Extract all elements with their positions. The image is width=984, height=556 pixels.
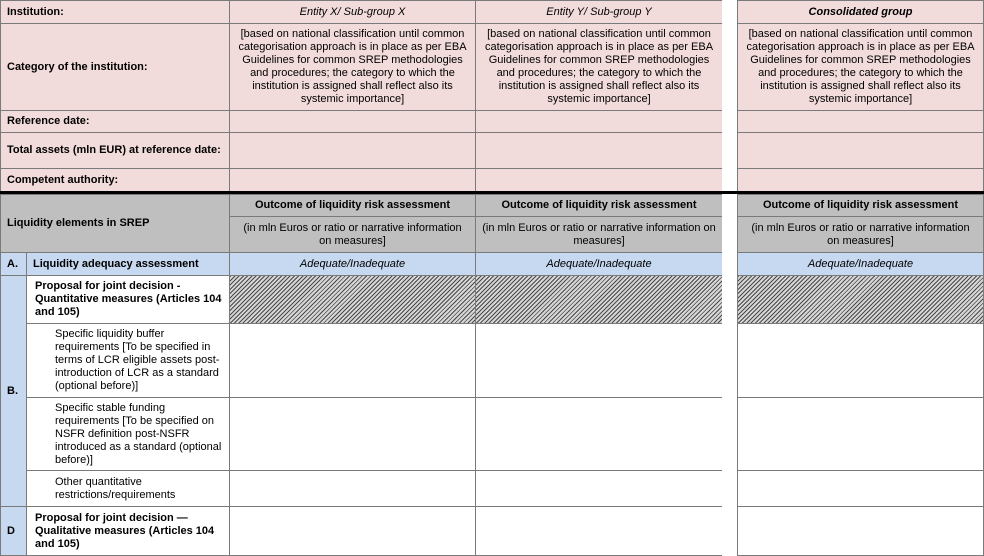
- section-b-letter: B.: [0, 275, 27, 507]
- total-assets-entity-x: [229, 132, 476, 169]
- buffer-requirements-entity-y: [475, 323, 723, 398]
- section-b-proposal-entity-x: [229, 275, 476, 324]
- section-a-label: Liquidity adequacy assessment: [26, 252, 230, 276]
- total-assets-consolidated: [737, 132, 984, 169]
- section-b-proposal-consolidated: [737, 275, 984, 324]
- entity-y-header: Entity Y/ Sub-group Y: [475, 0, 723, 24]
- units-note-entity-x: (in mln Euros or ratio or narrative information on measures]: [229, 216, 476, 253]
- stable-funding-entity-x: [229, 397, 476, 471]
- section-d-label: Proposal for joint decision — Qualitative measures (Articles 104 and 105): [26, 506, 230, 556]
- liquidity-elements-label: Liquidity elements in SREP: [0, 194, 230, 253]
- section-d-entity-y: [475, 506, 723, 556]
- section-a-letter: A.: [0, 252, 27, 276]
- section-b-proposal-entity-y: [475, 275, 723, 324]
- competent-authority-entity-x: [229, 168, 476, 192]
- competent-authority-entity-y: [475, 168, 723, 192]
- section-d-consolidated: [737, 506, 984, 556]
- other-restrictions-entity-x: [229, 470, 476, 507]
- section-a-entity-y: Adequate/Inadequate: [475, 252, 723, 276]
- competent-authority-label: Competent authority:: [0, 168, 230, 192]
- column-gap: [722, 0, 737, 556]
- section-d-letter: D: [0, 506, 27, 556]
- section-d-entity-x: [229, 506, 476, 556]
- buffer-requirements-consolidated: [737, 323, 984, 398]
- units-note-consolidated: (in mln Euros or ratio or narrative information on measures]: [737, 216, 984, 253]
- reference-date-entity-x: [229, 110, 476, 133]
- other-restrictions-consolidated: [737, 470, 984, 507]
- total-assets-entity-y: [475, 132, 723, 169]
- section-b-proposal-label: Proposal for joint decision - Quantitative measures (Articles 104 and 105): [26, 275, 230, 324]
- category-entity-y: [based on national classification until common categorisation approach is in place as per EBA Guidelines for common SREP methodologies and procedures; the category to which the institution is assigned shall reflect also its systemic importance]: [475, 23, 723, 111]
- institution-label: Institution:: [0, 0, 230, 24]
- section-a-entity-x: Adequate/Inadequate: [229, 252, 476, 276]
- stable-funding-entity-y: [475, 397, 723, 471]
- section-divider: [0, 191, 984, 194]
- buffer-requirements-label: Specific liquidity buffer requirements [To be specified in terms of LCR eligible assets post-introduction of LCR as a standard (optional before)]: [26, 323, 230, 398]
- competent-authority-consolidated: [737, 168, 984, 192]
- reference-date-consolidated: [737, 110, 984, 133]
- category-entity-x: [based on national classification until common categorisation approach is in place as per EBA Guidelines for common SREP methodologies and procedures; the category to which the institution is assigned shall reflect also its systemic importance]: [229, 23, 476, 111]
- buffer-requirements-entity-x: [229, 323, 476, 398]
- other-restrictions-entity-y: [475, 470, 723, 507]
- category-consolidated: [based on national classification until common categorisation approach is in place as per EBA Guidelines for common SREP methodologies and procedures; the category to which the institution is assigned shall reflect also its systemic importance]: [737, 23, 984, 111]
- reference-date-entity-y: [475, 110, 723, 133]
- stable-funding-consolidated: [737, 397, 984, 471]
- section-a-consolidated: Adequate/Inadequate: [737, 252, 984, 276]
- total-assets-label: Total assets (mln EUR) at reference date:: [0, 132, 230, 169]
- outcome-header-consolidated: Outcome of liquidity risk assessment: [737, 194, 984, 217]
- other-restrictions-label: Other quantitative restrictions/requirements: [26, 470, 230, 507]
- units-note-entity-y: (in mln Euros or ratio or narrative information on measures]: [475, 216, 723, 253]
- category-label: Category of the institution:: [0, 23, 230, 111]
- stable-funding-label: Specific stable funding requirements [To be specified on NSFR definition post-NSFR introduced as a standard (optional before)]: [26, 397, 230, 471]
- outcome-header-entity-x: Outcome of liquidity risk assessment: [229, 194, 476, 217]
- outcome-header-entity-y: Outcome of liquidity risk assessment: [475, 194, 723, 217]
- reference-date-label: Reference date:: [0, 110, 230, 133]
- entity-x-header: Entity X/ Sub-group X: [229, 0, 476, 24]
- consolidated-header: Consolidated group: [737, 0, 984, 24]
